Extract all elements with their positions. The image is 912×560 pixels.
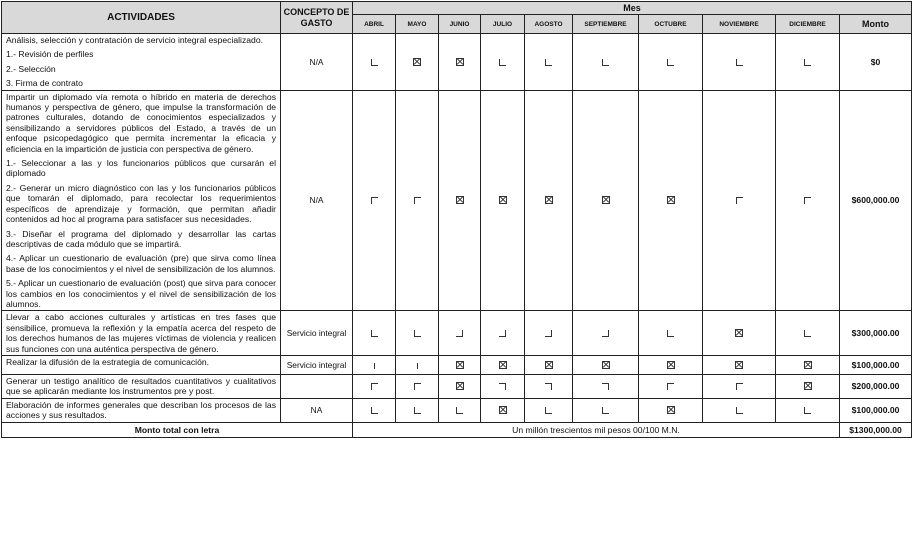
unchecked-box-icon[interactable]: [804, 59, 811, 66]
activities-body: [2, 34, 912, 423]
concept-header: CONCEPTO DE GASTO: [281, 2, 353, 34]
total-amount-in-words: Un millón trescientos mil pesos 00/100 M.N.: [353, 422, 840, 437]
activity-text: Generar un testigo analítico de resultados cuantitativos y cualitativos que se aplicarán mediante los instrumentos pre y post.: [6, 375, 276, 397]
activity-step: 2.- Selección: [6, 63, 56, 74]
checked-box-icon[interactable]: [667, 196, 675, 204]
activity-description: [2, 311, 281, 356]
activity-row: [2, 374, 912, 398]
month-cell-agosto: [525, 311, 573, 356]
unchecked-box-icon[interactable]: [417, 363, 418, 369]
month-header-noviembre: NOVIEMBRE: [703, 15, 776, 34]
expense-concept: N/A: [281, 34, 353, 91]
activity-row: [2, 355, 912, 374]
checked-box-icon[interactable]: [667, 406, 675, 414]
unchecked-box-icon[interactable]: [374, 363, 375, 369]
activity-description: [2, 355, 281, 374]
activity-step: 4.- Aplicar un cuestionario de evaluación (pre) que sirva como línea base de los conocimientos y el nivel de sensibilización de los alumnos.: [6, 253, 276, 274]
checked-box-icon[interactable]: [804, 382, 812, 390]
month-cell-noviembre: [703, 90, 776, 311]
expense-concept: NA: [281, 398, 353, 422]
month-cell-julio: [481, 90, 525, 311]
month-cell-octubre: [639, 355, 703, 374]
total-label: Monto total con letra: [2, 422, 353, 437]
month-cell-junio: [439, 355, 481, 374]
activity-row: [2, 90, 912, 311]
activity-amount: $200,000.00: [840, 374, 912, 398]
unchecked-box-icon[interactable]: [736, 197, 743, 204]
unchecked-box-icon[interactable]: [456, 407, 463, 414]
month-header-septiembre: SEPTIEMBRE: [573, 15, 639, 34]
month-cell-noviembre: [703, 398, 776, 422]
unchecked-box-icon[interactable]: [667, 59, 674, 66]
unchecked-box-icon[interactable]: [804, 407, 811, 414]
activity-text: Análisis, selección y contratación de servicio integral especializado.: [6, 35, 263, 45]
unchecked-box-icon[interactable]: [414, 383, 421, 390]
month-cell-abril: [353, 311, 396, 356]
month-cell-mayo: [396, 398, 439, 422]
unchecked-box-icon[interactable]: [602, 407, 609, 414]
checked-box-icon[interactable]: [413, 58, 421, 66]
total-row: [2, 422, 912, 437]
month-cell-diciembre: [776, 398, 840, 422]
unchecked-box-icon[interactable]: [499, 330, 506, 337]
month-cell-agosto: [525, 374, 573, 398]
expense-concept: Servicio integral: [281, 311, 353, 356]
activity-text: Realizar la difusión de la estrategia de comunicación.: [6, 356, 210, 367]
checked-box-icon[interactable]: [735, 329, 743, 337]
expense-concept: N/A: [281, 90, 353, 311]
month-cell-junio: [439, 34, 481, 91]
month-cell-agosto: [525, 398, 573, 422]
month-cell-mayo: [396, 374, 439, 398]
checked-box-icon[interactable]: [456, 58, 464, 66]
month-cell-mayo: [396, 355, 439, 374]
unchecked-box-icon[interactable]: [736, 59, 743, 66]
activity-step: 5.- Aplicar un cuestionario de evaluación (post) que sirva para conocer los cambios en los conocimientos y el nivel de sensibilización de los alumnos.: [6, 278, 276, 309]
month-cell-diciembre: [776, 355, 840, 374]
unchecked-box-icon[interactable]: [371, 383, 378, 390]
expense-concept: [281, 374, 353, 398]
unchecked-box-icon[interactable]: [804, 330, 811, 337]
month-cell-octubre: [639, 374, 703, 398]
unchecked-box-icon[interactable]: [545, 59, 552, 66]
month-cell-junio: [439, 398, 481, 422]
month-header-julio: JULIO: [481, 15, 525, 34]
month-cell-octubre: [639, 34, 703, 91]
unchecked-box-icon[interactable]: [371, 197, 378, 204]
checked-box-icon[interactable]: [456, 382, 464, 390]
month-cell-abril: [353, 398, 396, 422]
checked-box-icon[interactable]: [499, 196, 507, 204]
month-group-header: Mes: [353, 2, 912, 15]
month-header-octubre: OCTUBRE: [639, 15, 703, 34]
month-cell-julio: [481, 311, 525, 356]
activity-step: 3.- Diseñar el programa del diplomado y desarrollar las cartas descriptivas de cada módulo que se impartirá.: [6, 228, 276, 249]
month-cell-septiembre: [573, 355, 639, 374]
activity-description: [2, 90, 281, 311]
checked-box-icon[interactable]: [499, 361, 507, 369]
month-cell-julio: [481, 374, 525, 398]
unchecked-box-icon[interactable]: [371, 407, 378, 414]
month-cell-septiembre: [573, 311, 639, 356]
month-header-agosto: AGOSTO: [525, 15, 573, 34]
month-cell-mayo: [396, 34, 439, 91]
month-cell-octubre: [639, 90, 703, 311]
activity-step: 2.- Generar un micro diagnóstico con las y los funcionarios públicos que tomarán el diplomado, para recolectar los requerimientos específicos de aprendizaje y formación, que permitan añadir contenidos ad hoc al programa para satisfacer sus necesidades.: [6, 182, 276, 225]
month-cell-octubre: [639, 311, 703, 356]
unchecked-box-icon[interactable]: [545, 330, 552, 337]
unchecked-box-icon[interactable]: [602, 330, 609, 337]
activity-amount: $300,000.00: [840, 311, 912, 356]
unchecked-box-icon[interactable]: [545, 407, 552, 414]
month-cell-septiembre: [573, 90, 639, 311]
checked-box-icon[interactable]: [456, 196, 464, 204]
month-cell-noviembre: [703, 34, 776, 91]
checked-box-icon[interactable]: [602, 361, 610, 369]
unchecked-box-icon[interactable]: [414, 407, 421, 414]
month-cell-agosto: [525, 34, 573, 91]
unchecked-box-icon[interactable]: [804, 197, 811, 204]
activity-step: 1.- Revisión de perfiles: [6, 49, 94, 60]
unchecked-box-icon[interactable]: [602, 59, 609, 66]
month-cell-julio: [481, 34, 525, 91]
unchecked-box-icon[interactable]: [667, 330, 674, 337]
month-header-abril: ABRIL: [353, 15, 396, 34]
month-header-diciembre: DICIEMBRE: [776, 15, 840, 34]
activities-schedule-table: [1, 1, 912, 438]
checked-box-icon[interactable]: [602, 196, 610, 204]
checked-box-icon[interactable]: [735, 361, 743, 369]
month-cell-septiembre: [573, 34, 639, 91]
activity-step: 3. Firma de contrato: [6, 78, 83, 89]
month-cell-agosto: [525, 355, 573, 374]
checked-box-icon[interactable]: [804, 361, 812, 369]
month-cell-noviembre: [703, 311, 776, 356]
activity-text: Impartir un diplomado vía remota o híbrido en materia de derechos humanos y perspectiva de género, que impulse la transformación de patrones culturales, dotando de conocimientos especializados y sensibilizando a servidores públicos del Estado, a través de un enfoque psicopedagógico que permita incrementar la eficacia y eficiencia en la impartición de justicia con perspectiva de género.: [6, 91, 276, 154]
activity-row: [2, 34, 912, 91]
month-cell-noviembre: [703, 355, 776, 374]
unchecked-box-icon[interactable]: [499, 383, 506, 390]
month-cell-junio: [439, 90, 481, 311]
month-cell-mayo: [396, 90, 439, 311]
checked-box-icon[interactable]: [667, 361, 675, 369]
month-cell-abril: [353, 34, 396, 91]
unchecked-box-icon[interactable]: [371, 59, 378, 66]
checked-box-icon[interactable]: [499, 406, 507, 414]
activity-description: [2, 398, 281, 422]
activity-row: [2, 311, 912, 356]
activities-header: ACTIVIDADES: [2, 2, 281, 34]
unchecked-box-icon[interactable]: [414, 197, 421, 204]
expense-concept: Servicio integral: [281, 355, 353, 374]
month-cell-agosto: [525, 90, 573, 311]
month-cell-noviembre: [703, 374, 776, 398]
month-cell-junio: [439, 311, 481, 356]
month-cell-octubre: [639, 398, 703, 422]
month-cell-julio: [481, 398, 525, 422]
checked-box-icon[interactable]: [545, 196, 553, 204]
month-cell-julio: [481, 355, 525, 374]
month-cell-abril: [353, 374, 396, 398]
activity-amount: $600,000.00: [840, 90, 912, 311]
unchecked-box-icon[interactable]: [667, 383, 674, 390]
activity-text: Elaboración de informes generales que describan los procesos de las acciones y sus resultados.: [6, 399, 276, 421]
month-cell-septiembre: [573, 398, 639, 422]
month-cell-diciembre: [776, 34, 840, 91]
month-cell-abril: [353, 90, 396, 311]
activity-amount: $100,000.00: [840, 398, 912, 422]
activity-amount: $100,000.00: [840, 355, 912, 374]
activity-amount: $0: [840, 34, 912, 91]
unchecked-box-icon[interactable]: [499, 59, 506, 66]
amount-header: Monto: [840, 15, 912, 34]
month-header-mayo: MAYO: [396, 15, 439, 34]
activity-description: [2, 374, 281, 398]
unchecked-box-icon[interactable]: [602, 383, 609, 390]
activity-text: Llevar a cabo acciones culturales y artísticas en tres fases que sensibilice, promueva la reflexión y la empatía acerca del respeto de los derechos humanos de las mujeres víctimas de violencia y realicen sus funciones con una auténtica perspectiva de género.: [6, 312, 276, 354]
unchecked-box-icon[interactable]: [736, 407, 743, 414]
unchecked-box-icon[interactable]: [456, 330, 463, 337]
month-cell-diciembre: [776, 90, 840, 311]
checked-box-icon[interactable]: [456, 361, 464, 369]
month-cell-septiembre: [573, 374, 639, 398]
unchecked-box-icon[interactable]: [371, 330, 378, 337]
checked-box-icon[interactable]: [545, 361, 553, 369]
unchecked-box-icon[interactable]: [545, 383, 552, 390]
activity-description: [2, 34, 281, 91]
total-amount: $1300,000.00: [840, 422, 912, 437]
month-cell-mayo: [396, 311, 439, 356]
activity-row: [2, 398, 912, 422]
month-header-junio: JUNIO: [439, 15, 481, 34]
unchecked-box-icon[interactable]: [414, 330, 421, 337]
activity-step: 1.- Seleccionar a las y los funcionarios públicos que cursarán el diplomado: [6, 158, 276, 179]
month-cell-diciembre: [776, 374, 840, 398]
month-cell-abril: [353, 355, 396, 374]
unchecked-box-icon[interactable]: [736, 383, 743, 390]
month-cell-junio: [439, 374, 481, 398]
month-cell-diciembre: [776, 311, 840, 356]
